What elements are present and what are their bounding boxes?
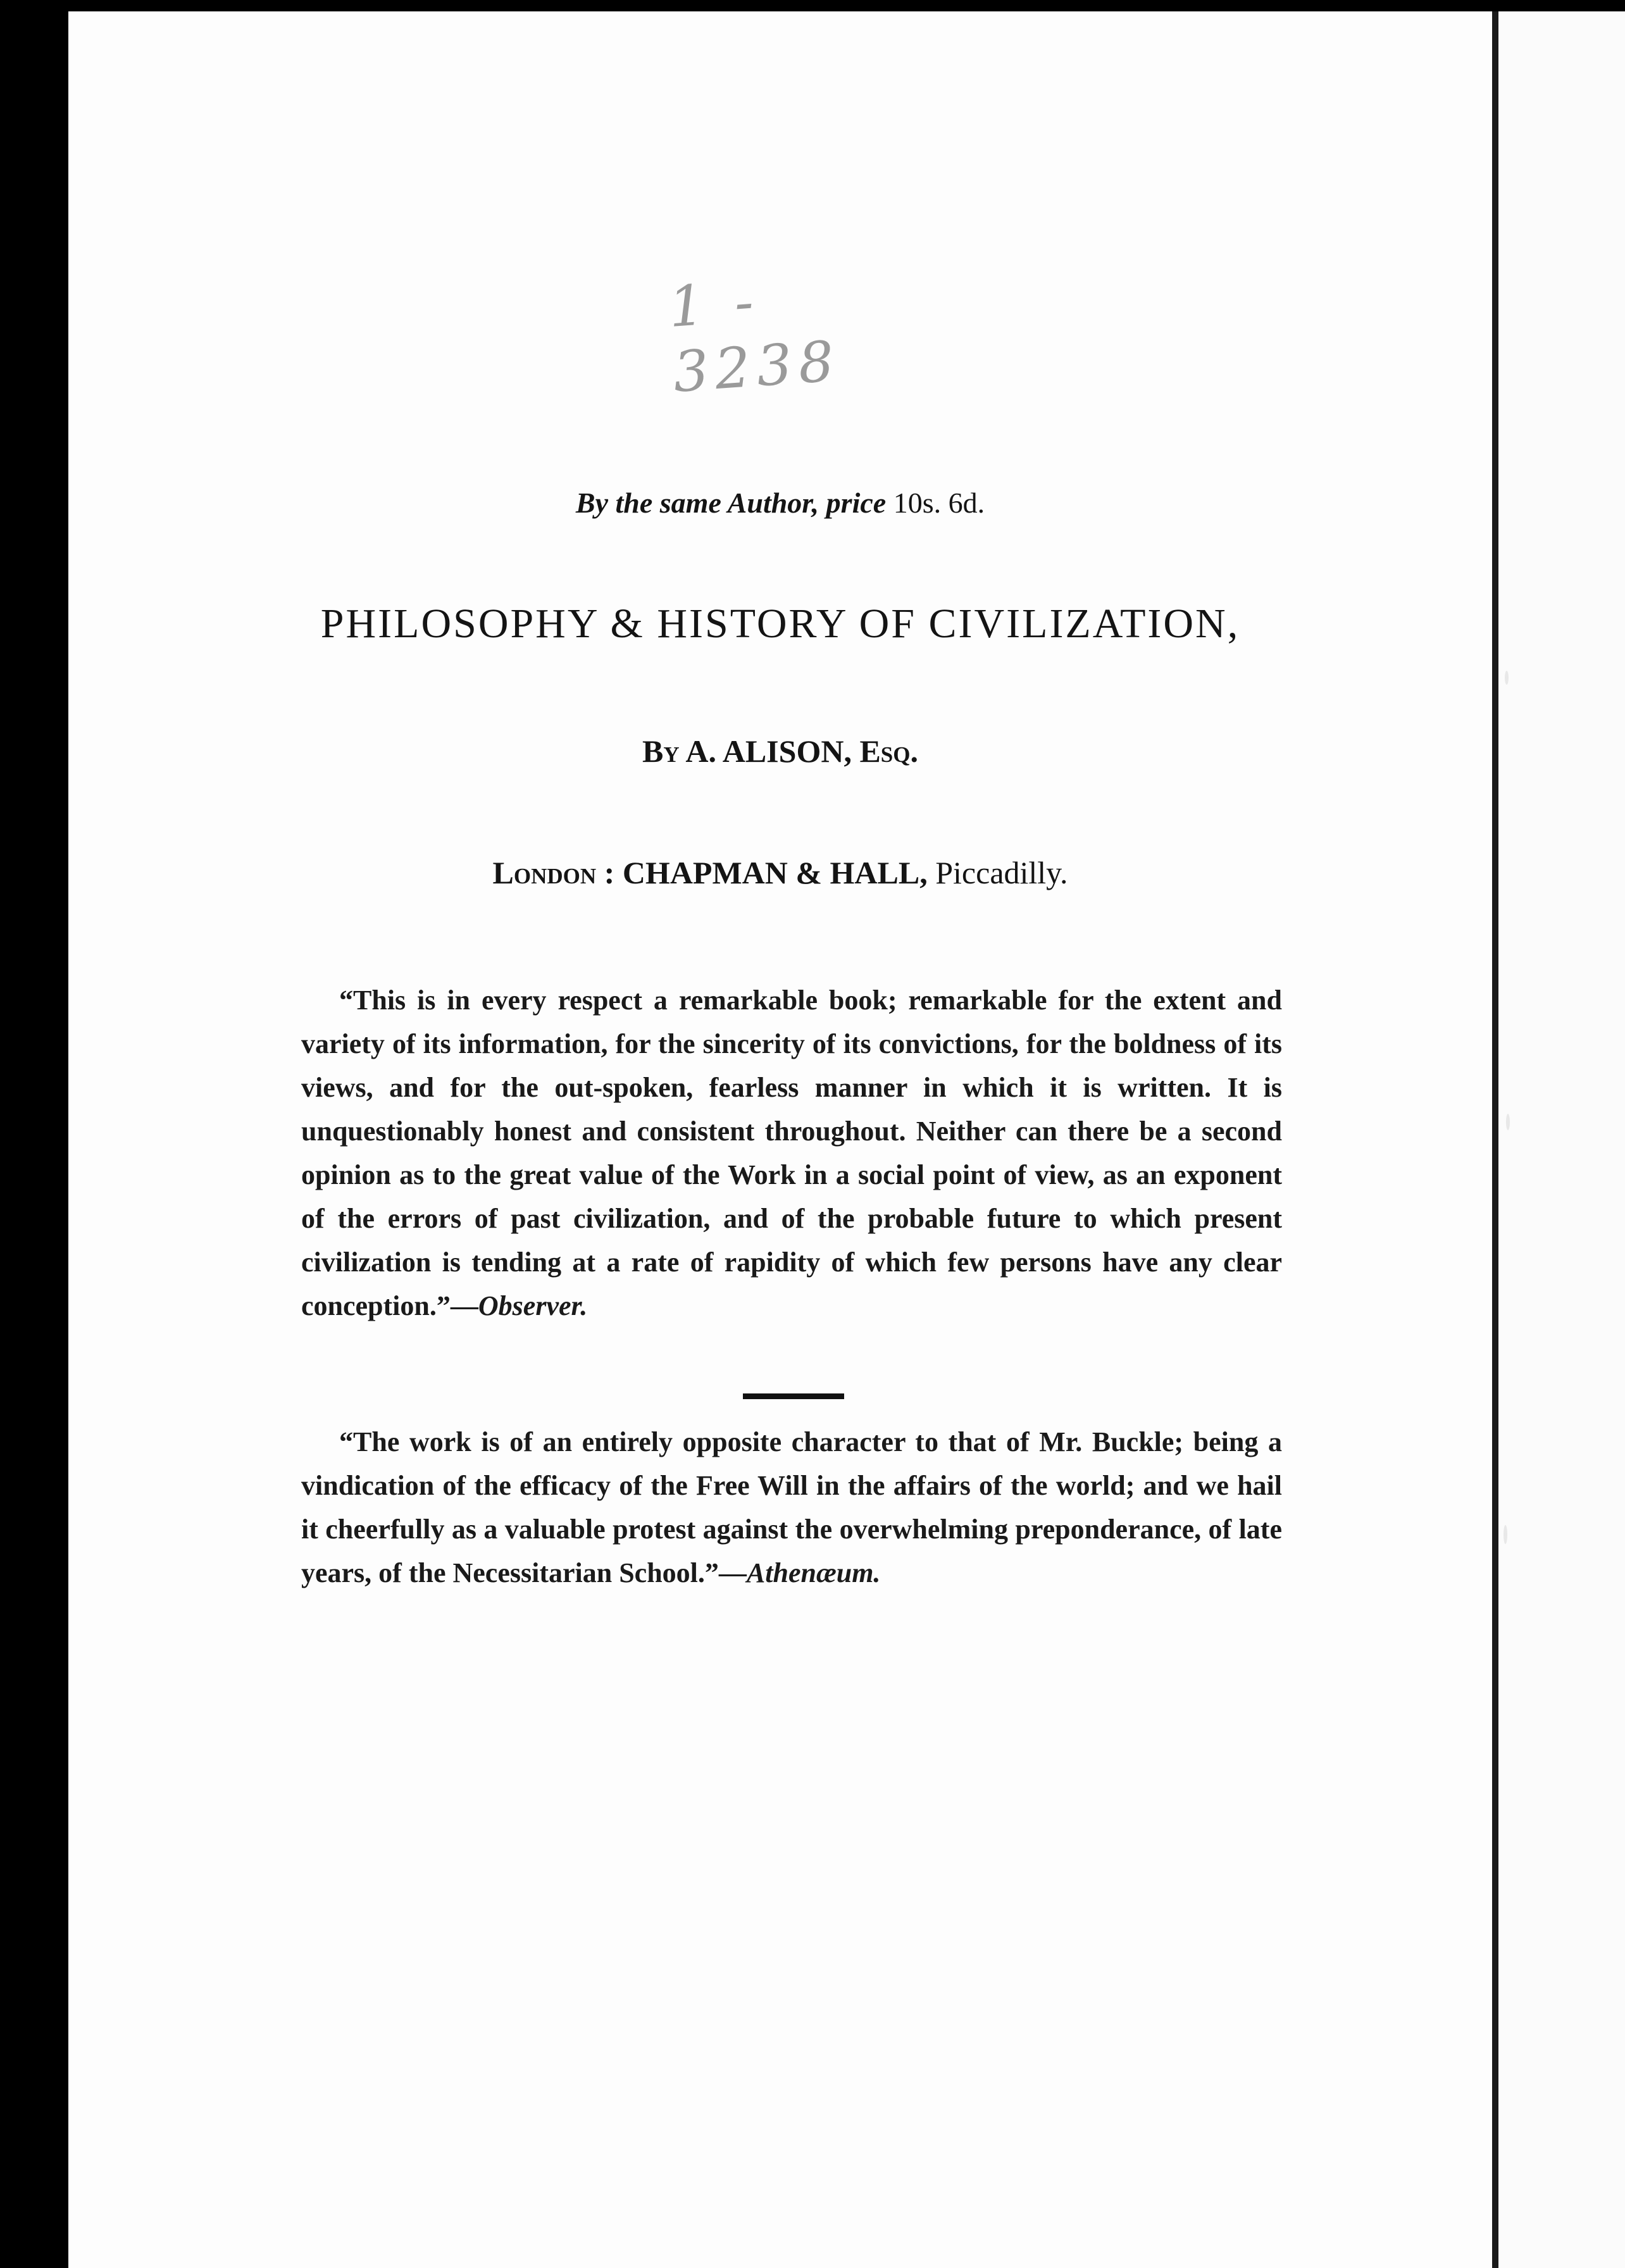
review-text: “This is in every respect a remarkable book; remarkable for the extent and variety of its information, for the sincerity of its convictions, for the boldness of its views, and for the out-spoken, fearless manner in which it is written. It is unquestionably honest and consistent throughout. Neither can there be a second opinion as to the great value of the Work in a social point of view, as an exponent of the errors of past civilization, and of the probable future to which present civilization is tending at a rate of rapidity of which few persons have any clear conception.”— <box>301 985 1282 1321</box>
review-source: Observer. <box>478 1290 588 1321</box>
publisher-name: CHAPMAN & HALL, <box>622 855 928 890</box>
book-title: PHILOSOPHY & HISTORY OF CIVILIZATION, <box>320 601 1240 647</box>
handwritten-catalog-number: 1 - 3238 <box>666 268 842 405</box>
imprint-line <box>68 854 1492 891</box>
author-name: A. ALISON, <box>685 733 852 769</box>
facing-page-edge <box>1498 11 1625 2268</box>
same-author-line <box>68 486 1492 520</box>
review-source: Athenæum. <box>746 1557 881 1588</box>
review-text: “The work is of an entirely opposite character to that of Mr. Buckle; being a vindication of the efficacy of the Free Will in the affairs of the world; and we hail it cheerfully as a valuable protest against the overwhelming preponderance, of late years, of the Necessitarian School.”— <box>301 1426 1282 1588</box>
same-author-prefix: By the same Author, price <box>575 487 887 519</box>
review-observer <box>301 978 1282 1328</box>
imprint-city: London : <box>492 855 615 890</box>
section-rule <box>743 1393 844 1399</box>
price: 10s. 6d. <box>893 487 985 519</box>
author-suffix: Esq. <box>859 733 918 769</box>
review-athenaeum <box>301 1420 1282 1595</box>
publisher-place: Piccadilly. <box>935 855 1068 890</box>
scan-speck <box>1504 1525 1507 1544</box>
page-gutter <box>1492 11 1498 2268</box>
scan-speck <box>1506 1114 1510 1130</box>
byline-by: By <box>642 733 680 769</box>
byline <box>68 733 1492 770</box>
scan-speck <box>1505 671 1509 685</box>
